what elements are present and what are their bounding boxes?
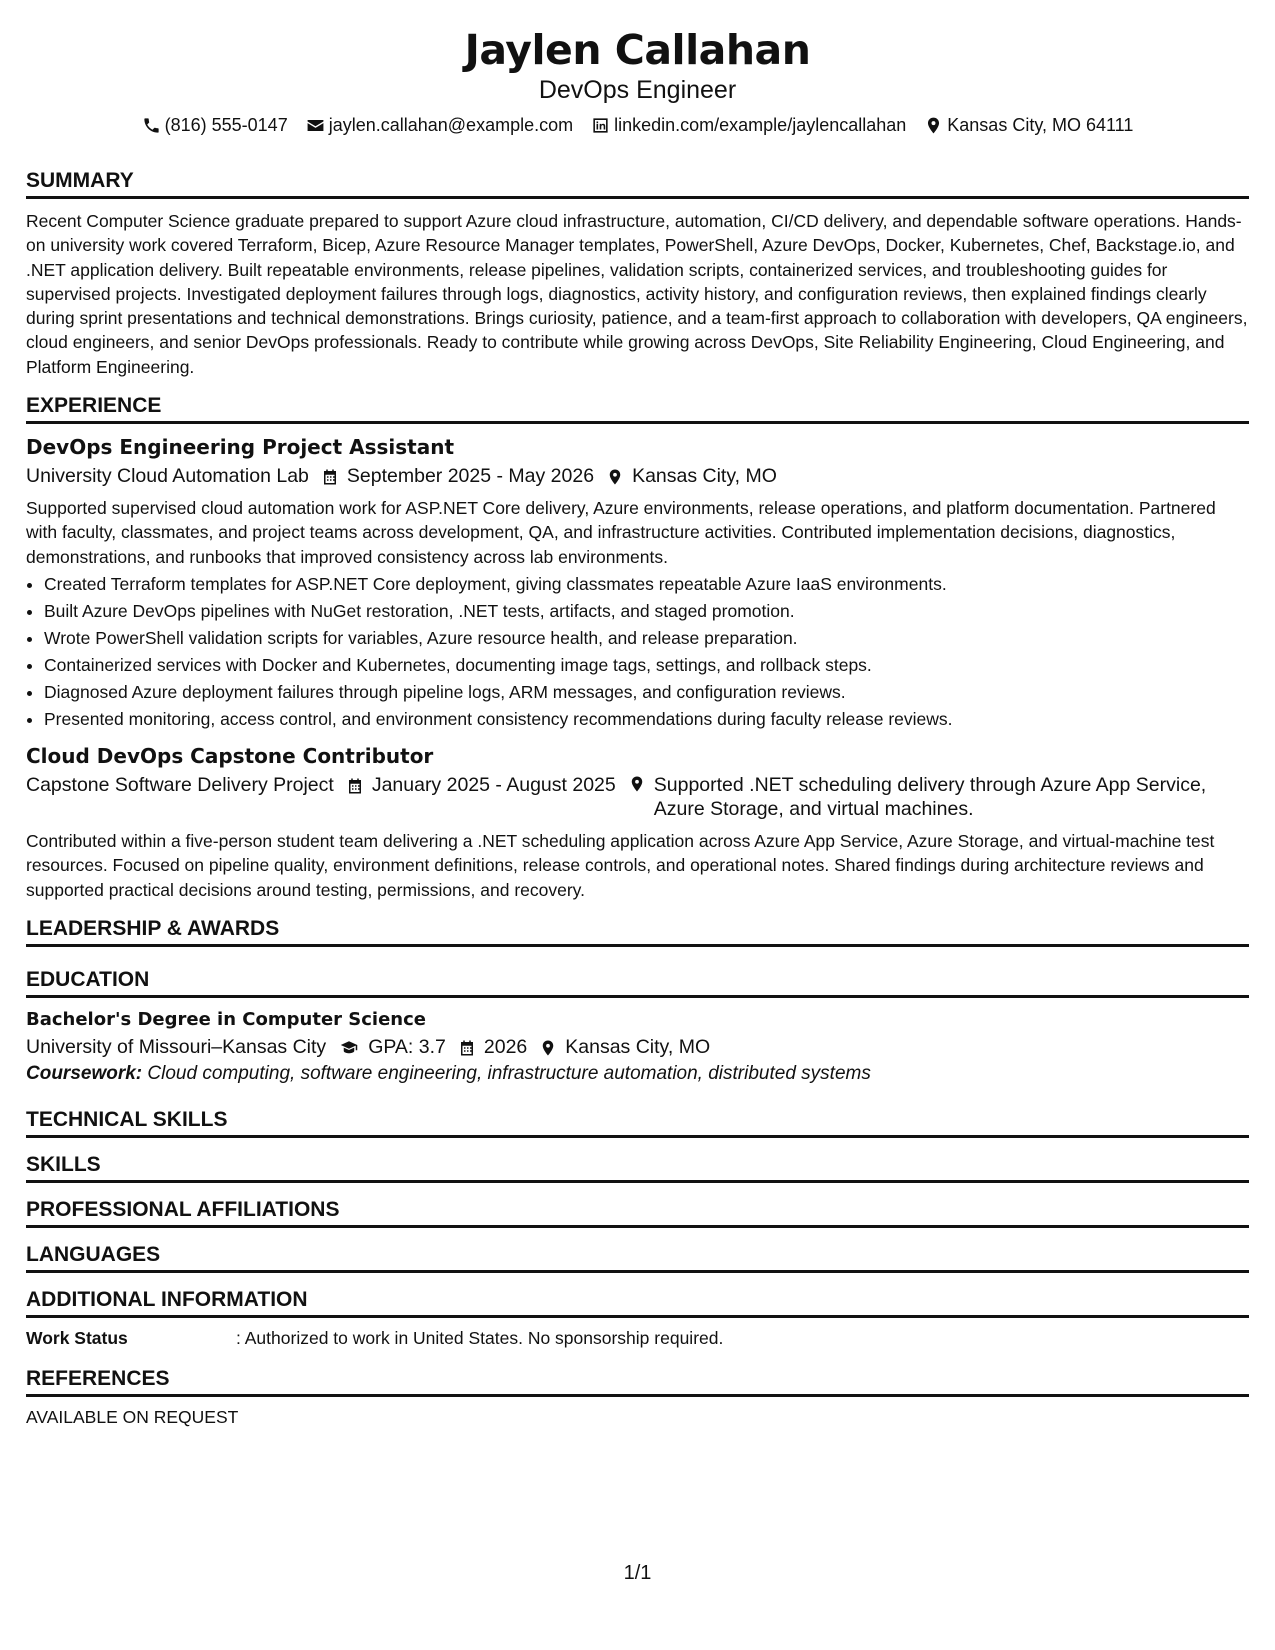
education-location	[539, 1035, 710, 1059]
experience-entry	[26, 434, 1249, 733]
job-dates	[346, 773, 616, 797]
summary-section	[26, 168, 1249, 379]
bullet-item: • Presented monitoring, access control, and environment consistency recommendations during faculty release reviews.	[44, 706, 1249, 733]
job-title: Cloud DevOps Capstone Contributor	[26, 743, 434, 768]
coursework-text: Cloud computing, software engineering, infrastructure automation, distributed systems	[147, 1062, 871, 1084]
organization-text: Capstone Software Delivery Project	[26, 773, 334, 796]
education-heading: EDUCATION	[26, 967, 1249, 998]
education-section	[26, 967, 1249, 1087]
job-meta	[26, 464, 1249, 488]
languages-heading: LANGUAGES	[26, 1242, 1249, 1273]
page-number: 1/1	[623, 1562, 652, 1584]
bullet-item: • Diagnosed Azure deployment failures through pipeline logs, ARM messages, and configuration reviews.	[44, 679, 1249, 706]
job-description: Contributed within a five-person student team delivering a .NET scheduling application across Azure App Service, Azure Storage, and virtual-machine test resources. Focused on pipeline quality, environment definitions, release controls, and operational notes. Shared findings during architecture reviews and supported practical decisions around testing, permissions, and recovery.	[26, 830, 1215, 900]
experience-section	[26, 393, 1249, 902]
experience-heading: EXPERIENCE	[26, 393, 1249, 424]
candidate-title: DevOps Engineer	[538, 76, 737, 104]
map-pin-icon	[606, 468, 624, 486]
degree-title: Bachelor's Degree in Computer Science	[26, 1008, 426, 1030]
contact-bar	[0, 114, 1275, 136]
year-text: 2026	[483, 1035, 528, 1058]
education-location-text: Kansas City, MO	[565, 1035, 711, 1058]
additional-info-heading: ADDITIONAL INFORMATION	[26, 1287, 1249, 1318]
bullet-item: • Created Terraform templates for ASP.NET Core deployment, giving classmates repeatable Azure IaaS environments.	[44, 571, 1249, 598]
references-text: AVAILABLE ON REQUEST	[26, 1406, 239, 1427]
job-title: DevOps Engineering Project Assistant	[26, 435, 455, 460]
resume-header	[0, 0, 1275, 136]
coursework-label: Coursework:	[26, 1062, 143, 1084]
leadership-heading: LEADERSHIP & AWARDS	[26, 916, 1249, 947]
work-status-row	[26, 1326, 1249, 1350]
job-location	[606, 464, 777, 488]
affiliations-section	[26, 1197, 1249, 1228]
calendar-icon	[346, 777, 364, 795]
phone-text: (816) 555-0147	[164, 115, 288, 135]
references-section	[26, 1366, 1249, 1429]
resume-body	[26, 168, 1249, 1429]
leadership-section	[26, 916, 1249, 947]
job-location-text: Kansas City, MO	[632, 465, 777, 488]
work-status-label: Work Status	[26, 1327, 128, 1348]
job-description: Supported supervised cloud automation work for ASP.NET Core delivery, Azure environments, release operations, and platform documentation. Partnered with faculty, classmates, and project teams across development, QA, and infrastructure activities. Contributed implementation decisions, diagnostics, demonstrations, and runbooks that improved consistency across lab environments.	[26, 498, 1216, 567]
technical-skills-heading: TECHNICAL SKILLS	[26, 1107, 1249, 1138]
linkedin-text: linkedin.com/example/jaylencallahan	[614, 115, 907, 135]
dates-text: September 2025 - May 2026	[346, 465, 595, 488]
education-meta	[26, 1035, 1249, 1059]
job-organization	[26, 464, 309, 488]
contact-email[interactable]	[306, 114, 573, 136]
map-pin-icon	[924, 116, 943, 135]
summary-heading: SUMMARY	[26, 168, 1249, 199]
affiliations-heading: PROFESSIONAL AFFILIATIONS	[26, 1197, 1249, 1228]
technical-skills-section	[26, 1107, 1249, 1138]
phone-icon	[142, 116, 161, 135]
references-heading: REFERENCES	[26, 1366, 1249, 1397]
map-pin-icon	[628, 775, 646, 793]
job-location-text: Supported .NET scheduling delivery through Azure App Service, Azure Storage, and virtual machines.	[653, 773, 1207, 820]
work-status-value: : Authorized to work in United States. No sponsorship required.	[236, 1327, 724, 1348]
organization-text: University Cloud Automation Lab	[26, 465, 309, 488]
email-text: jaylen.callahan@example.com	[328, 115, 574, 135]
summary-text: Recent Computer Science graduate prepared to support Azure cloud infrastructure, automation, CI/CD delivery, and dependable software operations. Hands-on university work covered Terraform, Bicep, Azure Resource Manager templates, PowerShell, Azure DevOps, Docker, Kubernetes, Chef, Backstage.io, and .NET application delivery. Built repeatable environments, release pipelines, validation scripts, containerized services, and troubleshooting guides for supervised projects. Investigated deployment failures through logs, diagnostics, activity history, and configuration reviews, then explained findings clearly during sprint presentations and technical demonstrations. Brings curiosity, patience, and a team-first approach to collaboration with developers, QA engineers, cloud engineers, and senior DevOps professionals. Ready to contribute while growing across DevOps, Site Reliability Engineering, Cloud Engineering, and Platform Engineering.	[26, 211, 1248, 377]
dates-text: January 2025 - August 2025	[371, 773, 616, 796]
school-text: University of Missouri–Kansas City	[26, 1035, 327, 1058]
additional-info-section	[26, 1287, 1249, 1350]
envelope-icon	[306, 116, 325, 135]
graduation-cap-icon	[338, 1039, 360, 1057]
bullet-item: • Containerized services with Docker and Kubernetes, documenting image tags, settings, and rollback steps.	[44, 652, 1249, 679]
candidate-name: Jaylen Callahan	[464, 26, 811, 74]
coursework	[26, 1061, 1249, 1087]
bullet-item: • Built Azure DevOps pipelines with NuGet restoration, .NET tests, artifacts, and staged promotion.	[44, 598, 1249, 625]
experience-entry	[26, 743, 1249, 902]
calendar-icon	[458, 1039, 476, 1057]
calendar-icon	[321, 468, 339, 486]
education-gpa	[338, 1035, 446, 1059]
school-name	[26, 1035, 326, 1059]
education-year	[458, 1035, 527, 1059]
map-pin-icon	[539, 1039, 557, 1057]
job-dates	[321, 464, 594, 488]
linkedin-icon	[591, 116, 610, 135]
contact-location	[924, 114, 1133, 136]
contact-phone	[142, 114, 288, 136]
job-organization	[26, 773, 334, 797]
skills-heading: SKILLS	[26, 1152, 1249, 1183]
job-meta	[26, 773, 1249, 821]
gpa-text: GPA: 3.7	[368, 1035, 446, 1058]
languages-section	[26, 1242, 1249, 1273]
job-location	[628, 773, 1249, 821]
job-bullets	[26, 571, 1249, 733]
bullet-item: • Wrote PowerShell validation scripts for variables, Azure resource health, and release preparation.	[44, 625, 1249, 652]
location-text: Kansas City, MO 64111	[947, 115, 1134, 135]
skills-section	[26, 1152, 1249, 1183]
contact-linkedin[interactable]	[591, 114, 906, 136]
